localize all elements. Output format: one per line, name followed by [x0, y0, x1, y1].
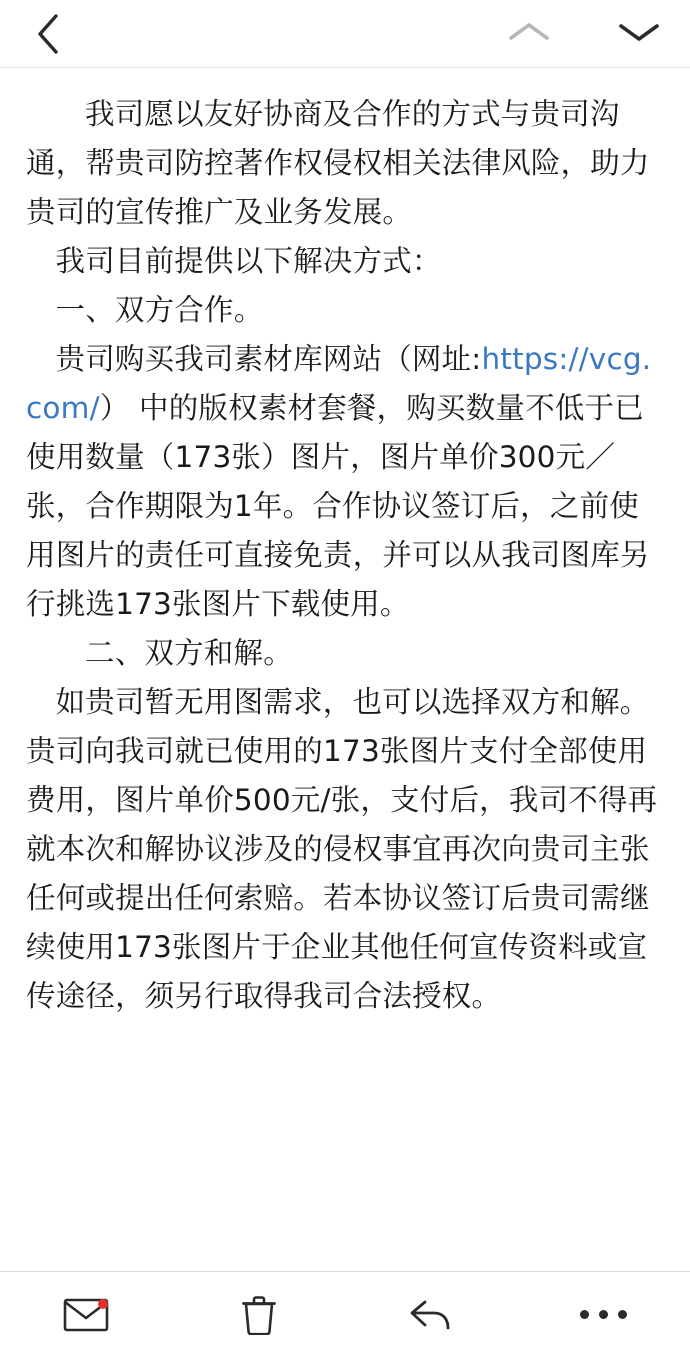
back-button[interactable] — [22, 8, 74, 60]
message-paragraph: 二、双方和解。 — [85, 636, 293, 670]
previous-message-button[interactable] — [500, 8, 558, 60]
vcg-website-link[interactable]: https://vcg.com/ — [26, 342, 652, 425]
mark-unread-button[interactable] — [0, 1272, 173, 1357]
more-button[interactable] — [518, 1272, 690, 1357]
message-paragraph: 我司目前提供以下解决方式： — [55, 244, 442, 278]
message-body[interactable] — [0, 68, 690, 1271]
chevron-up-icon — [507, 19, 551, 50]
message-paragraph: 一、双方合作。 — [55, 293, 264, 327]
paragraph-text-before-link: 贵司购买我司素材库网站（网址: — [55, 342, 482, 376]
bottom-toolbar — [0, 1271, 690, 1357]
chevron-down-icon — [617, 19, 661, 50]
message-paragraph: 如贵司暂无用图需求，也可以选择双方和解。贵司向我司就已使用的173张图片支付全部使用费用，图片单价500元/张，支付后，我司不得再就本次和解协议涉及的侵权事宜再次向贵司主张任何或提出任何索赔。若本协议签订后贵司需继续使用173张图片于企业其他任何宣传资料或宣传途径，须另行取得我司合法授权。 — [26, 685, 658, 1013]
paragraph-text-after-link: ） 中的版权素材套餐，购买数量不低于已使用数量（173张）图片，图片单价300元／张，合作期限为1年。合作协议签订后，之前使用图片的责任可直接免责，并可以从我司图库另行挑选173张图片下载使用。 — [26, 391, 650, 621]
chevron-left-icon — [35, 12, 61, 56]
message-paragraph: 我司愿以友好协商及合作的方式与贵司沟通，帮贵司防控著作权侵权相关法律风险，助力贵司的宣传推广及业务发展。 — [26, 97, 650, 229]
trash-icon — [242, 1295, 276, 1335]
unread-badge — [98, 1299, 108, 1309]
next-message-button[interactable] — [610, 8, 668, 60]
message-paragraph-with-link — [26, 335, 664, 629]
reply-button[interactable] — [345, 1272, 518, 1357]
delete-button[interactable] — [173, 1272, 346, 1357]
more-dots-icon — [580, 1310, 627, 1319]
reply-arrow-icon — [408, 1296, 454, 1334]
top-navigation-bar — [0, 0, 690, 68]
